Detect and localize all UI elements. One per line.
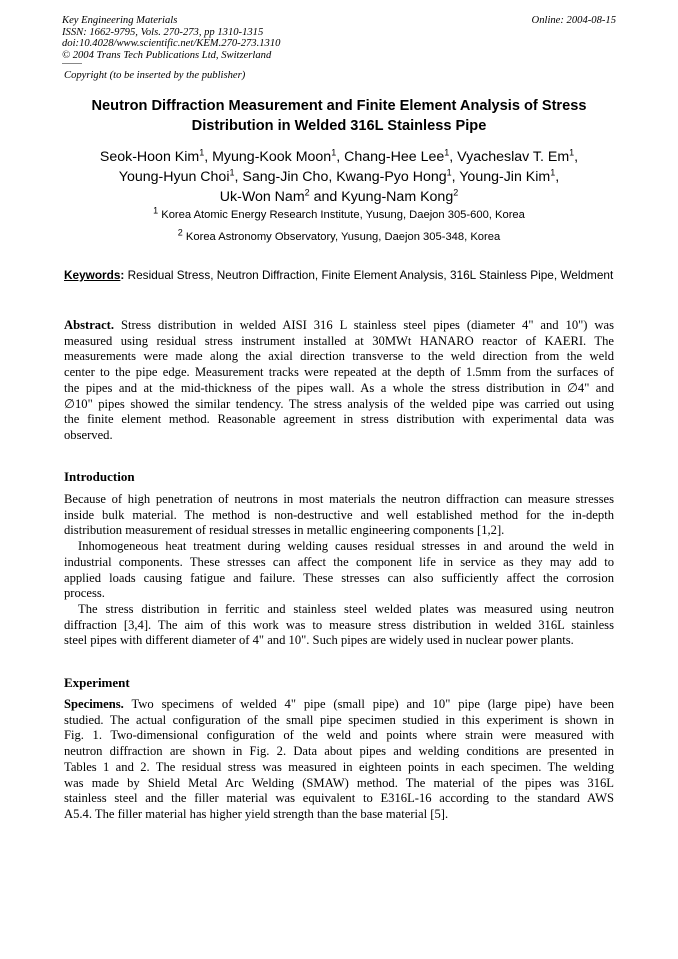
author-line-3 [30, 187, 648, 207]
abstract-line: measured using residual stress instrument installed at 30MWt HANARO reactor of KAERI. The [64, 333, 614, 348]
journal-header [62, 15, 616, 61]
body-line: inside bulk material. The method is non-destructive and well established method for the in-depth [64, 507, 614, 522]
affiliation-mark: 2 [304, 187, 310, 198]
abstract-line: measurements were made along the axial direction transverse to the weld direction from the weld [64, 349, 614, 364]
abstract-line: ∅10" pipes showed the similar tendency. The stress analysis of the welded pipe was carried out using [64, 396, 614, 411]
author-list [30, 147, 648, 207]
body-line: Tables 1 and 2. The residual stress was measured in eighteen points in each specimen. The welding [64, 759, 614, 774]
copyright-note: Copyright (to be inserted by the publisher) [64, 70, 246, 81]
experiment-body [64, 697, 614, 823]
author-name: , Myung-Kook Moon [204, 149, 332, 165]
keywords-text: Residual Stress, Neutron Diffraction, Finite Element Analysis, 316L Stainless Pipe, Weldment [124, 268, 614, 282]
body-line: was made by Shield Metal Arc Welding (SMAW) method. The material of the pipes was 316L [64, 775, 614, 790]
specimens-text: Two specimens of welded 4" pipe (small pipe) and 10" pipe (large pipe) have been [123, 697, 614, 711]
affiliation-number: 1 [153, 205, 159, 216]
body-line: Because of high penetration of neutrons in most materials the neutron diffraction can measure stresses [64, 492, 614, 506]
author-separator: , [574, 149, 579, 165]
online-date: Online: 2004-08-15 [531, 15, 616, 26]
affiliation-mark: 1 [444, 147, 450, 158]
affiliation-mark: 1 [550, 167, 556, 178]
journal-name: Key Engineering Materials [62, 15, 178, 26]
body-line: steel pipes with different diameter of 4" and 10". Such pipes are widely used in nuclear power plants. [64, 633, 574, 648]
abstract-line: the pipes and at the mid-thickness of the pipes wall. As a whole the stress distribution in ∅4" and [64, 380, 614, 395]
author-name: , Chang-Hee Lee [336, 149, 445, 165]
header-rule [62, 63, 82, 64]
abstract-line: observed. [64, 427, 113, 442]
author-name: , Young-Jin Kim [451, 169, 551, 185]
affiliation-1 [30, 205, 648, 221]
section-heading-experiment: Experiment [64, 675, 130, 690]
body-line: distribution measurement of residual stresses in metallic engineering components [1,2]. [64, 523, 505, 538]
affiliation-text: Korea Atomic Energy Research Institute, Yusung, Daejon 305-600, Korea [158, 209, 525, 221]
body-line: neutron diffraction are shown in Fig. 2. Data about pipes and welding conditions are presented in [64, 744, 614, 759]
body-line: Inhomogeneous heat treatment during welding causes residual stresses in and around the weld in [78, 539, 614, 554]
affiliation-mark: 1 [569, 147, 575, 158]
keywords [64, 268, 614, 283]
issn-line: ISSN: 1662-9795, Vols. 270-273, pp 1310-1315 [62, 26, 264, 38]
body-line: A5.4. The filler material has higher yield strength than the base material [5]. [64, 806, 449, 821]
abstract-text: Stress distribution in welded AISI 316 L stainless steel pipes (diameter 4" and 10") was [114, 318, 614, 332]
body-line: applied loads causing fatigue and failure. These stresses can also sufficiently affect the corrosion [64, 570, 614, 585]
title-line-1: Neutron Diffraction Measurement and Finite Element Analysis of Stress [91, 98, 587, 114]
affiliation-number: 2 [177, 227, 183, 238]
author-name: and Kyung-Nam Kong [309, 189, 454, 205]
author-name: , Sang-Jin Cho, Kwang-Pyo Hong [234, 169, 447, 185]
body-line: industrial components. These stresses can affect the component life in service as they may add to [64, 554, 614, 569]
body-line [64, 697, 614, 713]
paper-title [40, 96, 638, 136]
keywords-label: Keywords [64, 268, 121, 282]
author-name: , Vyacheslav T. Em [449, 149, 570, 165]
author-separator: , [555, 169, 560, 185]
body-line: The stress distribution in ferritic and stainless steel welded plates was measured using neutron [78, 601, 614, 616]
affiliation-mark: 1 [331, 147, 337, 158]
author-name: Seok-Hoon Kim [99, 149, 200, 165]
abstract-line [64, 318, 614, 334]
affiliation-mark: 2 [453, 187, 459, 198]
abstract-paragraph [64, 318, 614, 444]
body-line: process. [64, 586, 105, 601]
section-heading-introduction: Introduction [64, 469, 135, 484]
abstract-line: the finite element method. Reasonable agreement in stress distribution with experimental data was [64, 412, 614, 427]
abstract-line: center to the pipe edge. Measurement tracks were repeated at the depth of 1.5mm from the surfaces of [64, 365, 614, 380]
body-line: diffraction [3,4]. The aim of this work was to measure stress distribution in welded 316L stainless [64, 617, 614, 632]
affiliation-mark: 1 [446, 167, 452, 178]
specimens-label: Specimens. [64, 697, 124, 711]
author-line-2 [30, 167, 648, 187]
affiliation-2 [30, 227, 648, 243]
body-line: Fig. 1. Two-dimensional configuration of the weld and points where strain were measured with [64, 728, 614, 743]
body-line: studied. The actual configuration of the small pipe specimen studied in this experiment is shown in [64, 712, 614, 727]
body-line: stainless steel and the filler material was equivalent to E316L-16 according to the standard AWS [64, 791, 614, 806]
introduction-body [64, 492, 614, 649]
affiliation-mark: 1 [199, 147, 205, 158]
author-name: Uk-Won Nam [219, 189, 305, 205]
author-line-1 [30, 147, 648, 167]
keywords-colon: : [120, 268, 125, 282]
affiliation-text: Korea Astronomy Observatory, Yusung, Daejon 305-348, Korea [182, 231, 501, 243]
doi-line: doi:10.4028/www.scientific.net/KEM.270-273.1310 [62, 38, 281, 50]
abstract-label: Abstract. [64, 318, 115, 332]
author-name: Young-Hyun Choi [118, 169, 230, 185]
publisher-copyright: © 2004 Trans Tech Publications Ltd, Switzerland [62, 49, 272, 61]
affiliation-mark: 1 [229, 167, 235, 178]
title-line-2: Distribution in Welded 316L Stainless Pipe [191, 118, 487, 134]
